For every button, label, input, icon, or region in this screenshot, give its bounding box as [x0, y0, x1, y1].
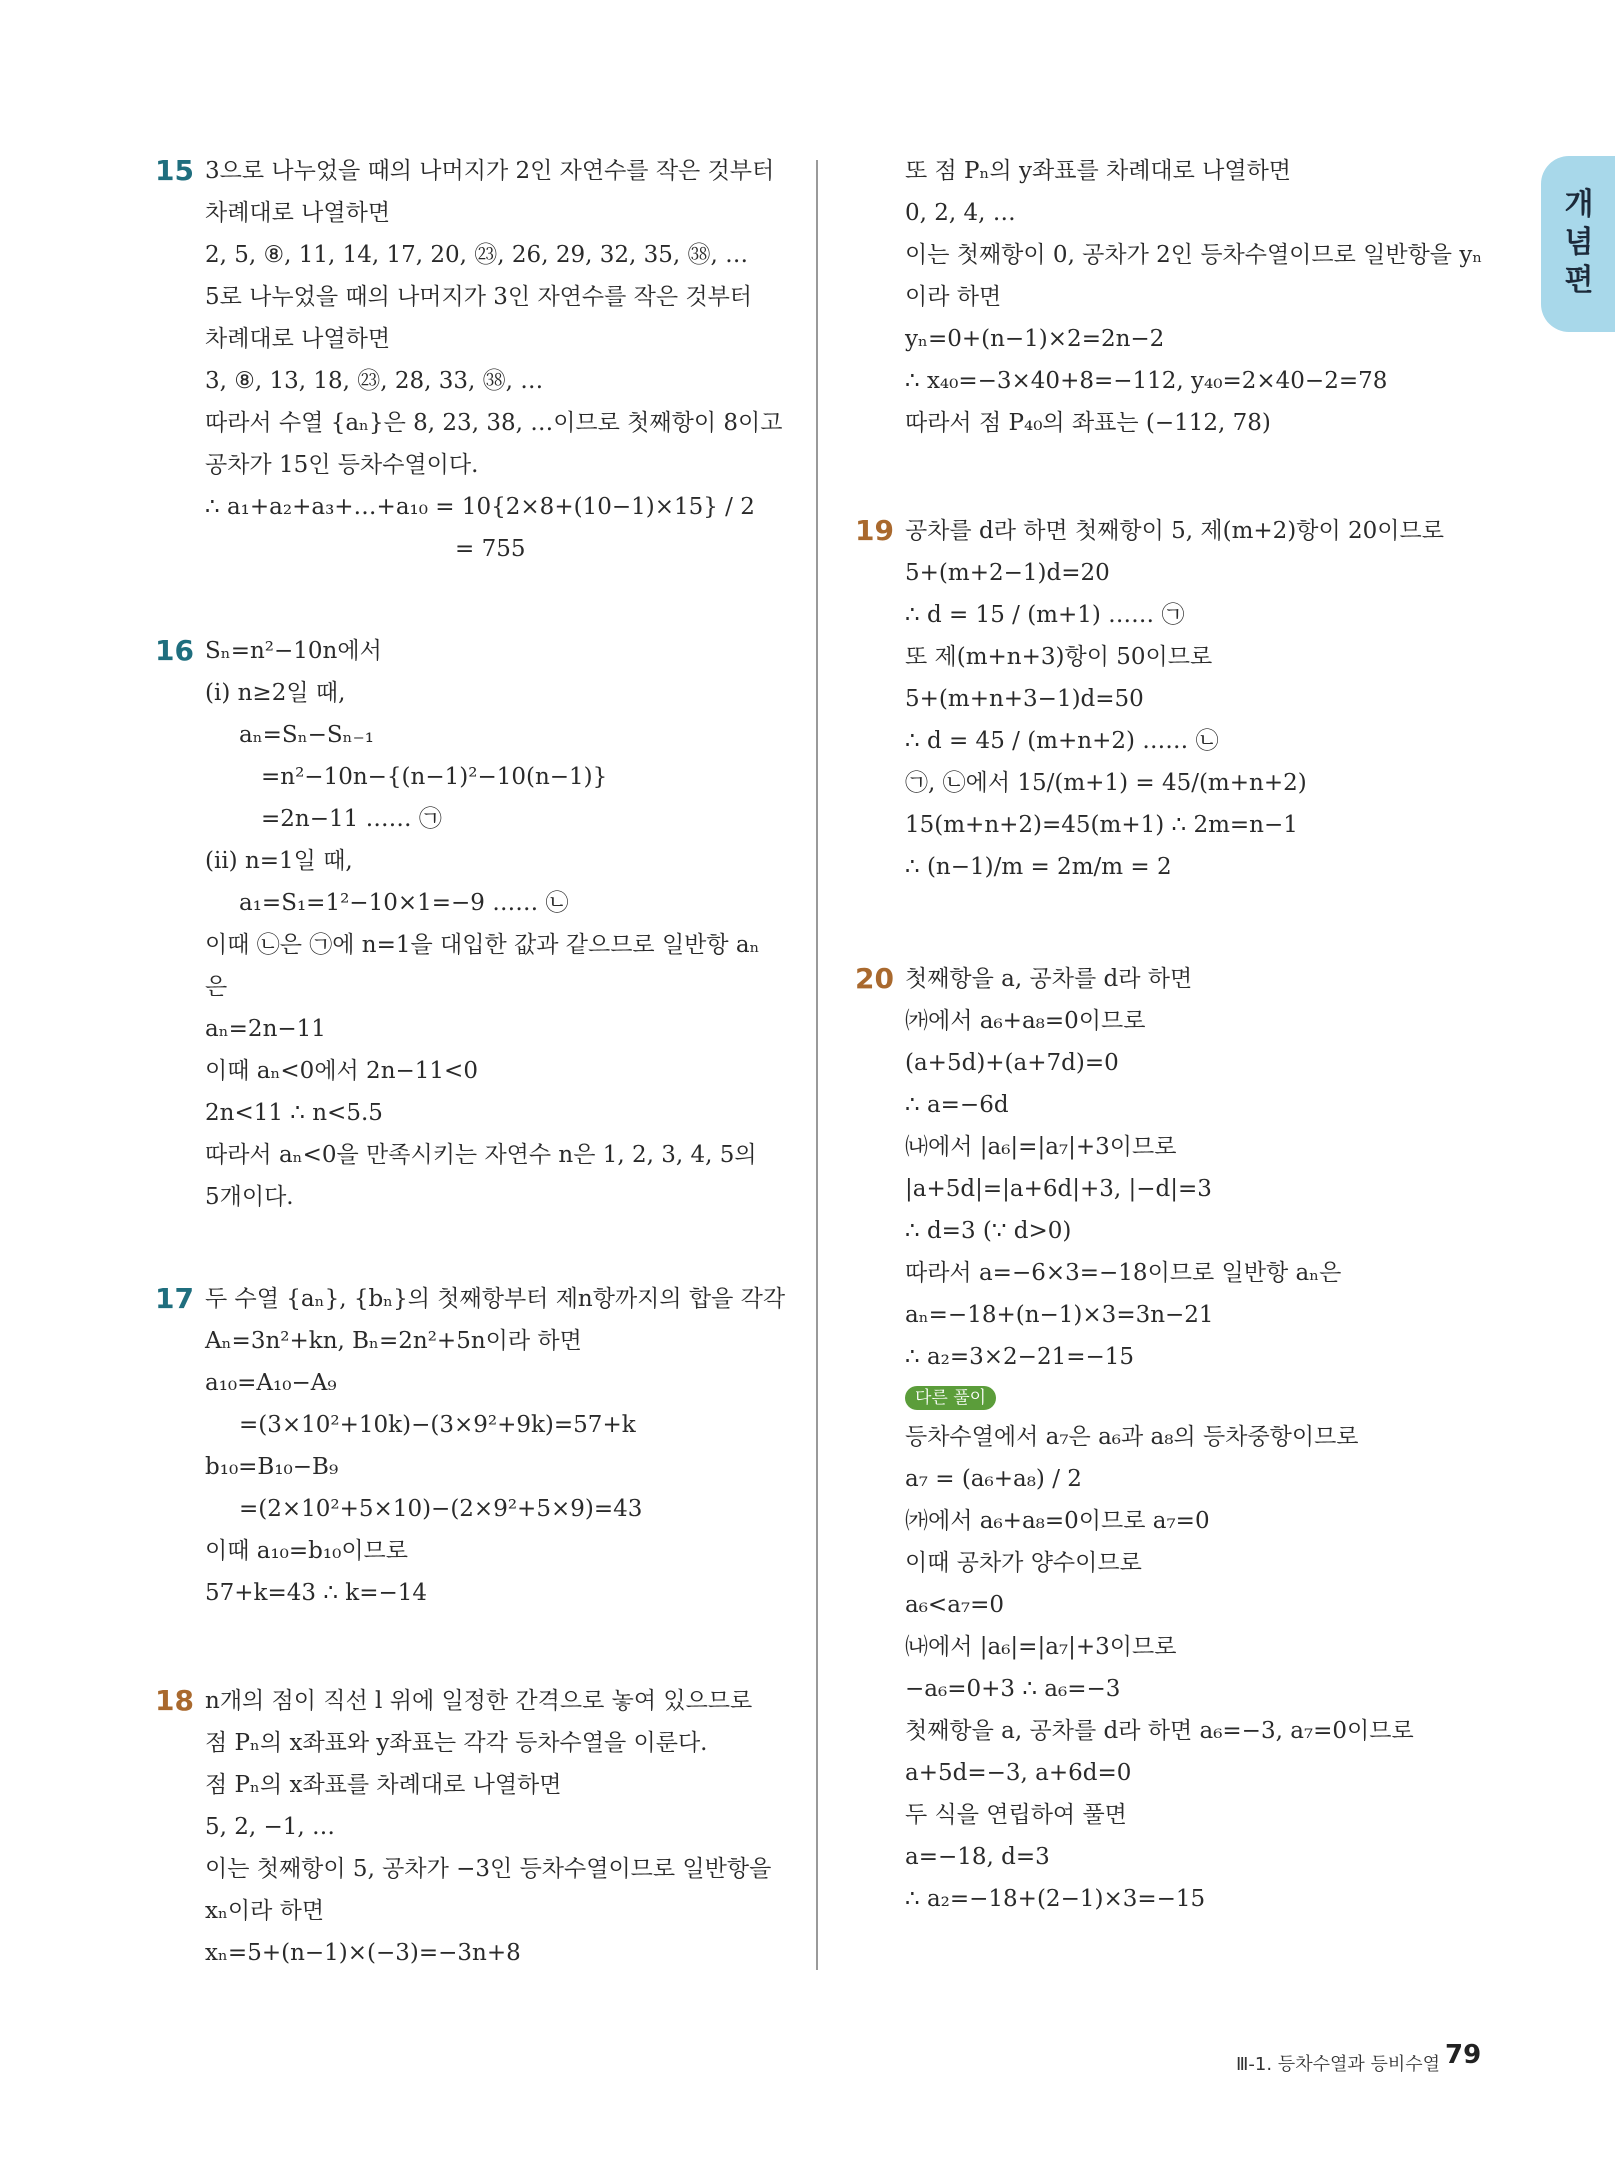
solution-line: xₙ이라 하면	[205, 1898, 325, 1924]
solution-line: 15(m+n+2)=45(m+1) ∴ 2m=n−1	[905, 812, 1298, 838]
side-tab	[1541, 156, 1615, 332]
solution-line: 57+k=43 ∴ k=−14	[205, 1580, 428, 1606]
solution-line: (ⅰ) n≥2일 때,	[205, 680, 346, 706]
solution-line: 공차가 15인 등차수열이다.	[205, 452, 479, 478]
solution-lines	[205, 1278, 795, 1614]
solution-line: ∴ d=3 (∵ d>0)	[905, 1218, 1072, 1244]
alt-solution-line: 이때 공차가 양수이므로	[905, 1550, 1142, 1576]
solution-line: =2n−11 …… ㉠	[261, 806, 442, 832]
solution-line: ㈎에서 a₆+a₈=0이므로	[905, 1008, 1146, 1034]
solution-line: 이는 첫째항이 5, 공차가 −3인 등차수열이므로 일반항을	[205, 1856, 772, 1882]
solution-line: 5개이다.	[205, 1184, 294, 1210]
alt-solution-line: 두 식을 연립하여 풀면	[905, 1802, 1127, 1828]
solution-line: 5+(m+2−1)d=20	[905, 560, 1110, 586]
solution-line: 첫째항을 a, 공차를 d라 하면	[905, 966, 1193, 992]
solution-line: =(3×10²+10k)−(3×9²+9k)=57+k	[239, 1412, 636, 1438]
alt-solution-line: ㈎에서 a₆+a₈=0이므로 a₇=0	[905, 1508, 1210, 1534]
solution-line: Sₙ=n²−10n에서	[205, 638, 382, 664]
solution-line: yₙ=0+(n−1)×2=2n−2	[905, 326, 1165, 352]
solution-line: aₙ=−18+(n−1)×3=3n−21	[905, 1302, 1214, 1328]
alt-solution-line: ㈏에서 |a₆|=|a₇|+3이므로	[905, 1634, 1177, 1660]
problem-number: 19	[855, 514, 894, 547]
solution-lines	[205, 630, 795, 1218]
page-number: 79	[1445, 2040, 1482, 2070]
problem-number: 15	[155, 154, 194, 187]
footer-section-title: Ⅲ-1. 등차수열과 등비수열	[1236, 2054, 1441, 2075]
alt-solution-line: −a₆=0+3 ∴ a₆=−3	[905, 1676, 1121, 1702]
solution-line: 이때 ㉡은 ㉠에 n=1을 대입한 값과 같으므로 일반항 aₙ	[205, 932, 760, 958]
solution-line: 또 제(m+n+3)항이 50이므로	[905, 644, 1213, 670]
solution-line: 또 점 Pₙ의 y좌표를 차례대로 나열하면	[905, 158, 1292, 184]
problem-17	[155, 1278, 795, 1614]
alt-solution-line: a+5d=−3, a+6d=0	[905, 1760, 1132, 1786]
solution-line: ㈏에서 |a₆|=|a₇|+3이므로	[905, 1134, 1177, 1160]
problem-19	[855, 510, 1495, 888]
alt-solution-line: a=−18, d=3	[905, 1844, 1050, 1870]
solution-line: ∴ x₄₀=−3×40+8=−112, y₄₀=2×40−2=78	[905, 368, 1388, 394]
solution-line: |a+5d|=|a+6d|+3, |−d|=3	[905, 1176, 1212, 1202]
solution-lines	[205, 1680, 795, 1974]
problem-18-continued	[855, 150, 1495, 444]
solution-lines	[905, 150, 1495, 444]
solution-line: aₙ=2n−11	[205, 1016, 326, 1042]
problem-18	[155, 1680, 795, 1974]
solution-line: 3, ⑧, 13, 18, ㉓, 28, 33, ㊳, …	[205, 368, 544, 394]
solution-line: b₁₀=B₁₀−B₉	[205, 1454, 339, 1480]
solution-line: 차례대로 나열하면	[205, 200, 391, 226]
left-column	[155, 150, 795, 1974]
solution-lines	[205, 150, 795, 570]
solution-line: 5, 2, −1, …	[205, 1814, 336, 1840]
solution-line: 2n<11 ∴ n<5.5	[205, 1100, 383, 1126]
side-tab-label: 개념편	[1564, 187, 1594, 298]
solution-line: ∴ a₁+a₂+a₃+…+a₁₀ = 10{2×8+(10−1)×15} / 2	[205, 494, 755, 520]
right-column	[855, 150, 1495, 1920]
solution-lines	[905, 510, 1495, 888]
solution-line: 점 Pₙ의 x좌표와 y좌표는 각각 등차수열을 이룬다.	[205, 1730, 708, 1756]
solution-line: 이때 a₁₀=b₁₀이므로	[205, 1538, 408, 1564]
problem-number: 16	[155, 634, 194, 667]
solution-line: 0, 2, 4, …	[905, 200, 1016, 226]
alt-solution-line: a₇ = (a₆+a₈) / 2	[905, 1466, 1082, 1492]
solution-line: xₙ=5+(n−1)×(−3)=−3n+8	[205, 1940, 521, 1966]
alt-solution-line: ∴ a₂=−18+(2−1)×3=−15	[905, 1886, 1206, 1912]
solution-line: (a+5d)+(a+7d)=0	[905, 1050, 1119, 1076]
solution-line: a₁=S₁=1²−10×1=−9 …… ㉡	[239, 890, 569, 916]
solution-line: 5+(m+n+3−1)d=50	[905, 686, 1144, 712]
solution-lines	[905, 958, 1495, 1920]
solution-line: 5로 나누었을 때의 나머지가 3인 자연수를 작은 것부터	[205, 284, 753, 310]
solution-line: 따라서 수열 {aₙ}은 8, 23, 38, …이므로 첫째항이 8이고	[205, 410, 783, 436]
solution-line: 이라 하면	[905, 284, 1002, 310]
solution-line: 차례대로 나열하면	[205, 326, 391, 352]
alt-solution-line: 첫째항을 a, 공차를 d라 하면 a₆=−3, a₇=0이므로	[905, 1718, 1414, 1744]
solution-line: ∴ a₂=3×2−21=−15	[905, 1344, 1135, 1370]
solution-line: 따라서 점 P₄₀의 좌표는 (−112, 78)	[905, 410, 1271, 436]
solution-line: aₙ=Sₙ−Sₙ₋₁	[239, 722, 374, 748]
problem-number: 18	[155, 1684, 194, 1717]
solution-line: (ⅱ) n=1일 때,	[205, 848, 353, 874]
solution-line: 이때 aₙ<0에서 2n−11<0	[205, 1058, 478, 1084]
solution-line: 이는 첫째항이 0, 공차가 2인 등차수열이므로 일반항을 yₙ	[905, 242, 1483, 268]
solution-line: ㉠, ㉡에서 15/(m+1) = 45/(m+n+2)	[905, 770, 1307, 796]
problem-number: 17	[155, 1282, 194, 1315]
solution-line: 2, 5, ⑧, 11, 14, 17, 20, ㉓, 26, 29, 32, 35, ㊳, …	[205, 242, 749, 268]
problem-20	[855, 958, 1495, 1920]
solution-line: 점 Pₙ의 x좌표를 차례대로 나열하면	[205, 1772, 562, 1798]
solution-line: n개의 점이 직선 l 위에 일정한 간격으로 놓여 있으므로	[205, 1688, 753, 1714]
alt-solution-line: a₆<a₇=0	[905, 1592, 1005, 1618]
solution-line: 공차를 d라 하면 첫째항이 5, 제(m+2)항이 20이므로	[905, 518, 1444, 544]
solution-line: =(2×10²+5×10)−(2×9²+5×9)=43	[239, 1496, 643, 1522]
problem-15	[155, 150, 795, 570]
solution-line: 3으로 나누었을 때의 나머지가 2인 자연수를 작은 것부터	[205, 158, 775, 184]
solution-line: 은	[205, 974, 228, 1000]
solution-line: ∴ (n−1)/m = 2m/m = 2	[905, 854, 1172, 880]
solution-line: ∴ a=−6d	[905, 1092, 1009, 1118]
alt-solution-line: 등차수열에서 a₇은 a₆과 a₈의 등차중항이므로	[905, 1424, 1359, 1450]
solution-line: 따라서 aₙ<0을 만족시키는 자연수 n은 1, 2, 3, 4, 5의	[205, 1142, 757, 1168]
solution-line: 두 수열 {aₙ}, {bₙ}의 첫째항부터 제n항까지의 합을 각각	[205, 1286, 786, 1312]
solution-line: ∴ d = 45 / (m+n+2) …… ㉡	[905, 728, 1219, 754]
solution-line: 따라서 a=−6×3=−18이므로 일반항 aₙ은	[905, 1260, 1342, 1286]
alt-solution-badge: 다른 풀이	[905, 1386, 996, 1410]
solution-line: ∴ d = 15 / (m+1) …… ㉠	[905, 602, 1185, 628]
solution-line: a₁₀=A₁₀−A₉	[205, 1370, 337, 1396]
solution-line: =n²−10n−{(n−1)²−10(n−1)}	[261, 764, 608, 790]
solution-line: Aₙ=3n²+kn, Bₙ=2n²+5n이라 하면	[205, 1328, 582, 1354]
problem-number: 20	[855, 962, 894, 995]
solution-line: = 755	[455, 536, 526, 562]
column-divider	[816, 160, 818, 1970]
problem-16	[155, 630, 795, 1218]
